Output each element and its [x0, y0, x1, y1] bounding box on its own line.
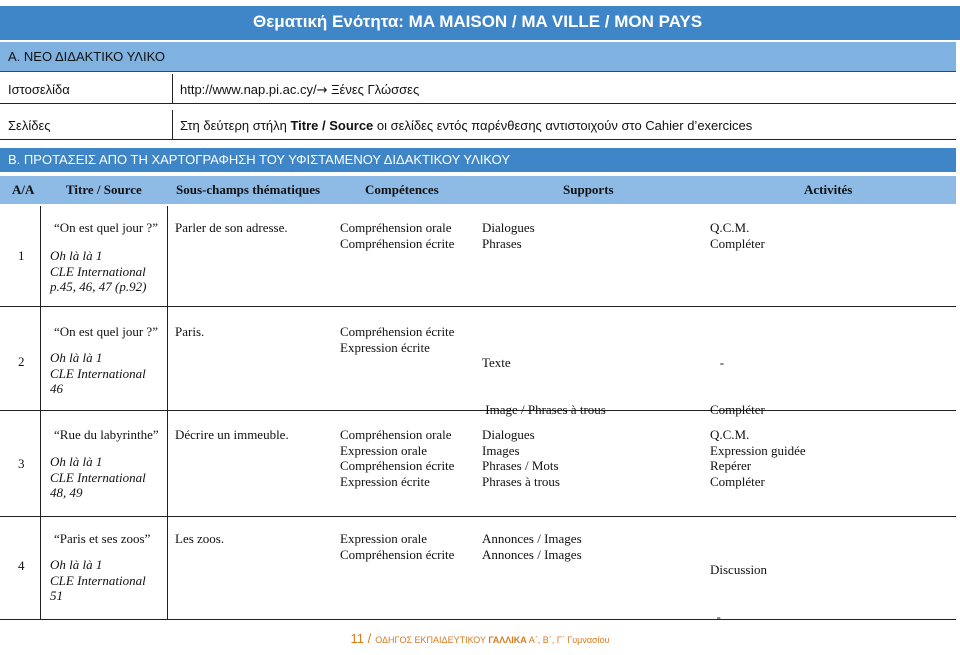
support-line: Phrases / Mots: [482, 458, 559, 473]
website-url[interactable]: http://www.nap.pi.ac.cy/: [180, 82, 317, 97]
source-line: CLE International: [50, 365, 146, 381]
title-bar-left-block: [0, 6, 230, 40]
page-title: Θεματική Ενότητα: MA MAISON / MA VILLE / MON PAYS: [253, 12, 703, 31]
col-header-activites: Activités: [804, 182, 853, 197]
support-line: Images: [482, 442, 520, 458]
activite-line: Discussion: [710, 562, 768, 577]
footer-text-pre: ΟΔΗΓΟΣ ΕΚΠΑΙΔΕΥΤΙΚΟΥ: [375, 635, 489, 645]
footer-text: [375, 635, 609, 645]
competence-line: Compréhension orale: [340, 220, 452, 235]
row-competences: [340, 324, 454, 355]
col-header-theme: Sous-champs thématiques: [176, 182, 321, 197]
row-theme: [175, 324, 204, 340]
competence-line: Expression écrite: [340, 473, 430, 489]
source-line: Oh là là 1: [50, 557, 103, 572]
row-theme: [175, 220, 288, 236]
competence-line: Compréhension orale: [340, 427, 452, 442]
source-line: Oh là là 1: [50, 350, 103, 365]
competence-line: Expression orale: [340, 442, 428, 458]
row-number: 3: [18, 456, 25, 471]
row-supports: [482, 220, 535, 251]
theme-line: Les zoos.: [175, 531, 225, 546]
theme-line: Paris.: [175, 324, 205, 339]
page-footer: [0, 630, 960, 648]
row-source: [50, 557, 146, 604]
row-supports: [482, 531, 582, 562]
website-label: Ιστοσελίδα: [8, 82, 70, 97]
source-line: 51: [50, 588, 63, 603]
row-title: “On est quel jour ?”: [54, 324, 158, 339]
footer-text-bold: ΓΑΛΛΙΚΑ: [488, 635, 527, 645]
row-number: 2: [18, 354, 25, 369]
source-line: 48, 49: [50, 485, 83, 500]
support-line: Phrases à trous: [482, 473, 560, 489]
row-divider: [0, 410, 956, 411]
support-line: Phrases: [482, 235, 522, 251]
website-row: [0, 74, 956, 104]
support-line: Annonces / Images: [482, 531, 582, 546]
activite-line: Compléter: [710, 401, 765, 417]
theme-line: Parler de son adresse.: [175, 220, 288, 235]
row-title: “On est quel jour ?”: [54, 220, 158, 235]
row-number: 1: [18, 248, 25, 263]
source-line: CLE International: [50, 572, 146, 588]
row-divider: [0, 306, 956, 307]
section-b-label: Β. ΠΡΟΤΑΣΕΙΣ ΑΠΟ ΤΗ ΧΑΡΤΟΓΡΑΦΗΣΗ ΤΟΥ ΥΦΙΣΤΑΜΕΝΟΥ ΔΙΔΑΚΤΙΚΟΥ ΥΛΙΚΟΥ: [8, 152, 511, 167]
activite-line: Compléter: [710, 473, 765, 489]
activite-line: -: [710, 608, 721, 624]
activite-line: Expression guidée: [710, 442, 806, 458]
row-title: “Rue du labyrinthe”: [54, 427, 159, 442]
activite-line: Q.C.M.: [710, 220, 750, 235]
support-line: Texte: [482, 355, 511, 370]
website-value[interactable]: [180, 82, 419, 98]
col-header-competences: Compétences: [365, 182, 439, 197]
source-line: Oh là là 1: [50, 454, 103, 469]
row-theme: [175, 531, 224, 547]
website-section: Ξένες Γλώσσες: [327, 82, 420, 97]
col-header-supports: Supports: [563, 182, 614, 197]
section-a-header: [0, 42, 956, 72]
col-divider: [167, 206, 168, 619]
row-activites: [710, 427, 806, 489]
support-line: Annonces / Images: [482, 546, 582, 562]
support-line: Image / Phrases à trous: [482, 401, 606, 417]
title-bar: [0, 6, 960, 40]
pages-value: [180, 118, 752, 133]
competence-line: Compréhension écrite: [340, 546, 455, 562]
col-header-num: A/A: [12, 182, 35, 197]
pages-label: Σελίδες: [8, 118, 51, 133]
activite-line: Q.C.M.: [710, 427, 750, 442]
row-divider: [0, 516, 956, 517]
row-competences: [340, 220, 454, 251]
competence-line: Expression écrite: [340, 339, 430, 355]
competence-line: Compréhension écrite: [340, 458, 455, 473]
source-line: CLE International: [50, 469, 146, 485]
row-number: 4: [18, 558, 25, 573]
row-source: [50, 248, 146, 295]
theme-line: Décrire un immeuble.: [175, 427, 289, 442]
source-line: CLE International: [50, 263, 146, 279]
table-header: [0, 176, 956, 204]
support-line: Dialogues: [482, 220, 535, 235]
source-line: 46: [50, 381, 63, 396]
row-divider: [0, 619, 956, 620]
row-activites: [710, 220, 765, 251]
support-line: Dialogues: [482, 427, 535, 442]
row-supports: [482, 427, 560, 489]
section-b-header: [0, 148, 956, 172]
row-competences: [340, 531, 454, 562]
section-a-label: Α. ΝΕΟ ΔΙΔΑΚΤΙΚΟ ΥΛΙΚΟ: [8, 49, 165, 64]
competence-line: Compréhension écrite: [340, 324, 455, 339]
arrow-right-icon: →: [316, 83, 328, 98]
competence-line: Compréhension écrite: [340, 235, 455, 251]
pages-row: [0, 110, 956, 140]
activite-line: Repérer: [710, 458, 752, 473]
pages-value-bold: Titre / Source: [290, 118, 374, 133]
source-line: Oh là là 1: [50, 248, 103, 263]
activite-line: -: [710, 355, 725, 370]
col-divider: [40, 206, 41, 619]
row-title: “Paris et ses zoos”: [54, 531, 151, 546]
row-source: [50, 350, 146, 397]
row-source: [50, 454, 146, 501]
source-line: p.45, 46, 47 (p.92): [50, 279, 147, 294]
row-theme: [175, 427, 289, 443]
page-number: 11 /: [350, 631, 372, 646]
footer-text-post: Α΄, Β΄, Γ΄ Γυμνασίου: [526, 635, 610, 645]
pages-value-post: οι σελίδες εντός παρένθεσης αντιστοιχούν στο Cahier d’exercices: [373, 118, 753, 133]
row-competences: [340, 427, 454, 489]
col-header-title: Titre / Source: [66, 182, 142, 197]
competence-line: Expression orale: [340, 531, 428, 546]
pages-value-pre: Στη δεύτερη στήλη: [180, 118, 291, 133]
activite-line: Compléter: [710, 235, 765, 251]
